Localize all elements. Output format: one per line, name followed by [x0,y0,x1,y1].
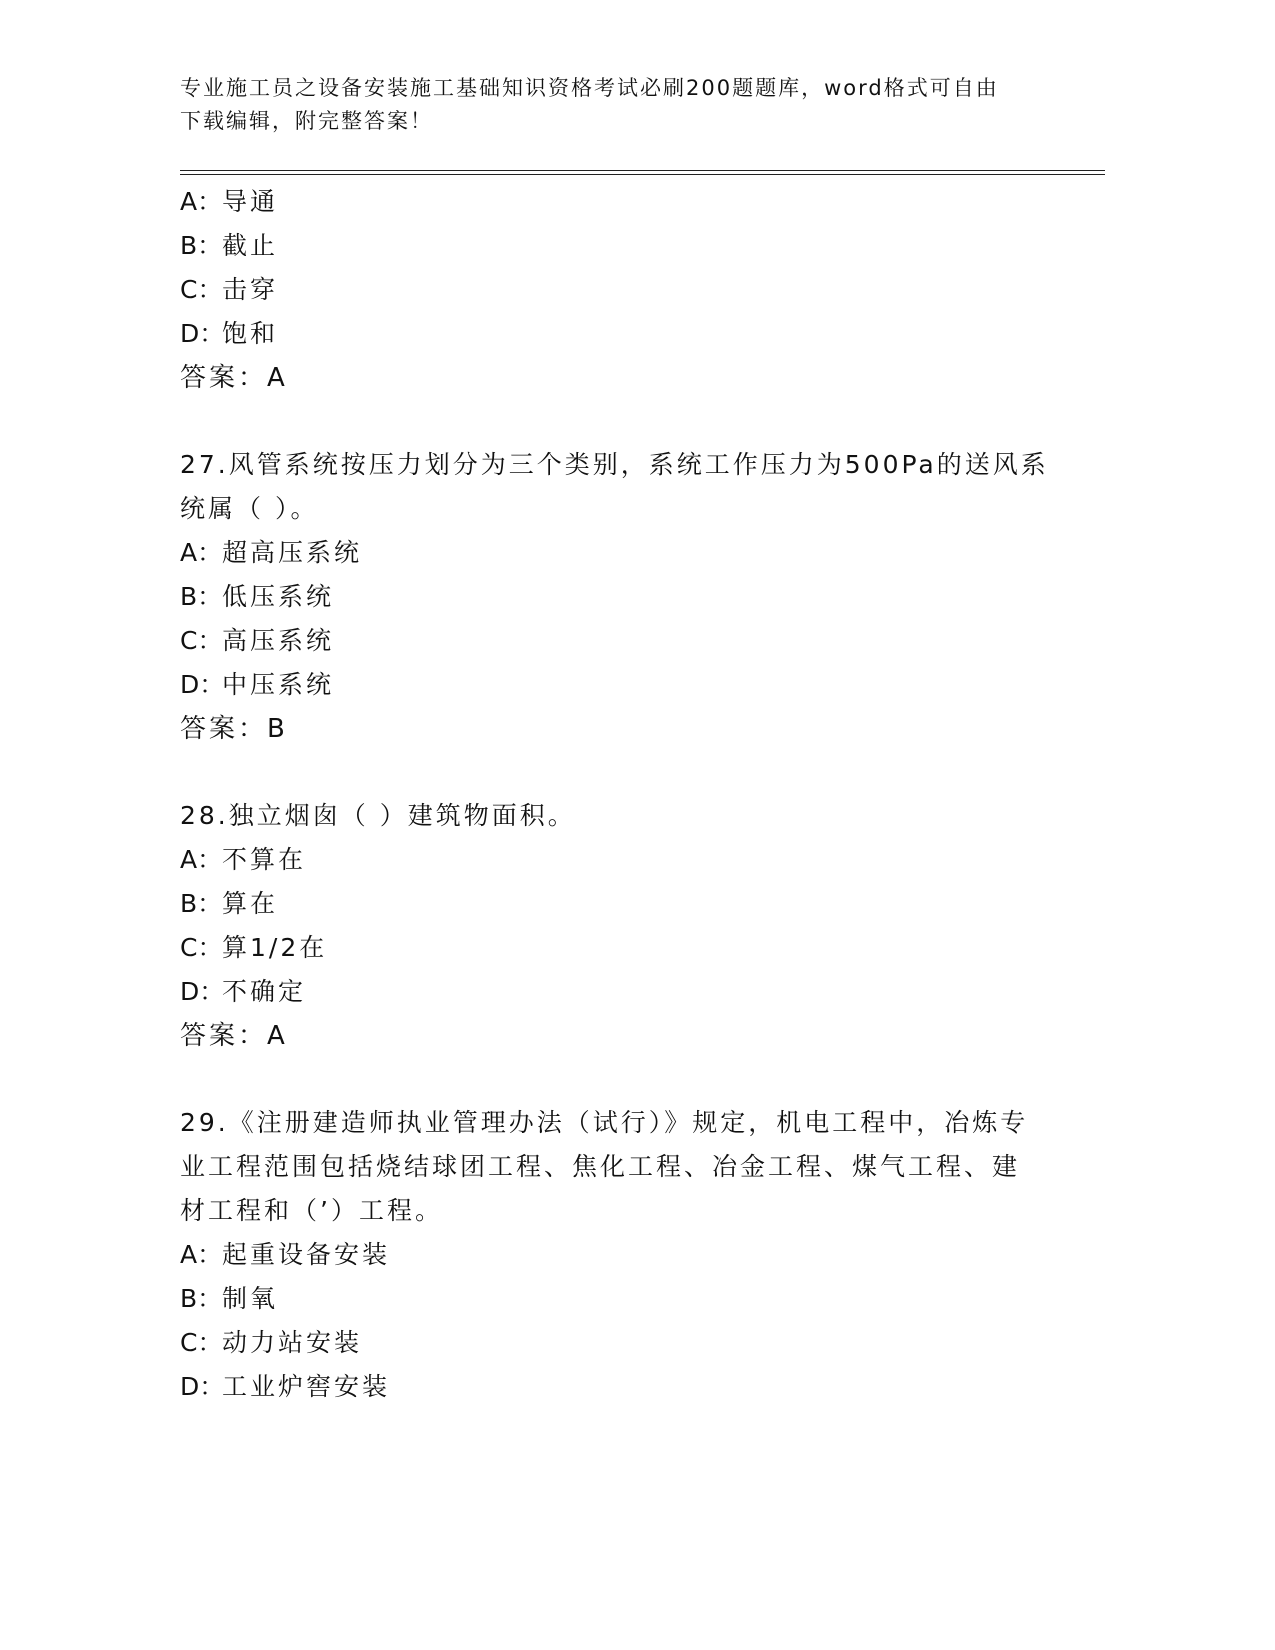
answer-line: 答案：A [180,363,288,393]
option-c: C：算1/2在 [180,933,328,962]
answer-line: 答案：B [180,714,288,744]
question-29 [180,1101,1060,1409]
header-line-1: 专业施工员之设备安装施工基础知识资格考试必刷200题题库，word格式可自由 [180,76,999,100]
question-stem-line: 27.风管系统按压力划分为三个类别，系统工作压力为500Pa的送风系 [180,450,1049,479]
question-stem-line: 28.独立烟囱（ ）建筑物面积。 [180,801,576,830]
question-stem-line: 业工程范围包括烧结球团工程、焦化工程、冶金工程、煤气工程、建 [180,1152,1021,1181]
header-divider [180,170,1105,175]
question-list [180,180,1060,1409]
question-27 [180,443,1060,751]
answer-line: 答案：A [180,1021,288,1051]
question-stem-line: 材工程和（’）工程。 [180,1196,443,1225]
option-a: A：导通 [180,187,279,216]
option-d: D：饱和 [180,319,279,348]
question-26 [180,180,1060,400]
option-a: A：起重设备安装 [180,1240,391,1269]
option-a: A：超高压系统 [180,538,363,567]
option-d: D：中压系统 [180,670,335,699]
question-stem-line: 统属（ ）。 [180,494,319,523]
option-b: B：截止 [180,231,279,260]
option-c: C：动力站安装 [180,1328,363,1357]
option-d: D：不确定 [180,977,307,1006]
question-stem-line: 29.《注册建造师执业管理办法（试行）》规定，机电工程中，冶炼专 [180,1108,1029,1137]
option-d: D：工业炉窖安装 [180,1372,391,1401]
option-b: B：低压系统 [180,582,335,611]
document-header [180,72,1060,138]
option-b: B：算在 [180,889,279,918]
header-line-2: 下载编辑，附完整答案！ [180,109,433,133]
option-c: C：高压系统 [180,626,335,655]
option-a: A：不算在 [180,845,307,874]
spacer [180,1058,1060,1101]
option-c: C：击穿 [180,275,279,304]
spacer [180,400,1060,443]
question-28 [180,794,1060,1058]
spacer [180,751,1060,794]
option-b: B：制氧 [180,1284,279,1313]
